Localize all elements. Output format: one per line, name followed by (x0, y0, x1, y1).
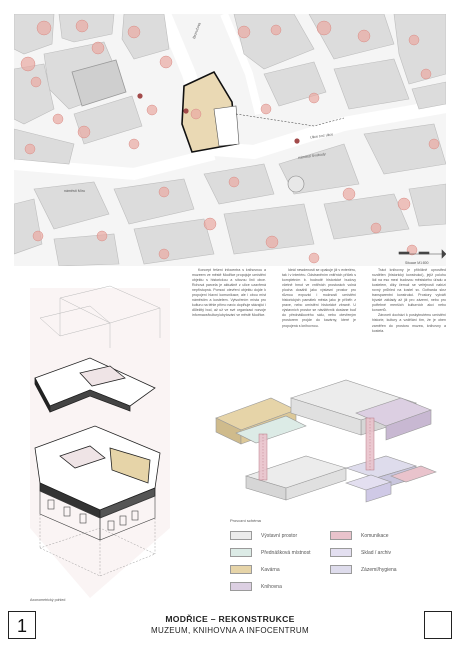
street-label-1: Bezručova (192, 22, 202, 40)
site-map (14, 14, 446, 266)
map-scale-label: Situace M1:800 (405, 261, 429, 265)
sheet-number: 1 (8, 611, 36, 639)
paragraph: Koncept řešení infocentra s knihovnou a muzeem ve městě Modřice propojuje umístění objektu s historickou a sítovou linií obce. Rohová parcela je aktuálně z ulice uzavřená nepřístupná. Pomocí otevření objektu dojde k propojení hlavní komunikace, ale i obou míst náměstím a kostelem. Vytvořením místa pro kulturu na téhle přímo navíc doplňuje stávající i důležitý bod, až už ve své organizaci rozvoje informace/kultury/ubytování ve městě Modřice. (192, 268, 266, 318)
legend-label: Knihovna (261, 584, 282, 590)
legend-swatch (230, 548, 252, 557)
legend-label: Zázemí/hygiena (361, 567, 397, 573)
paragraph: Zároveň dochází k poskytnutému umístění historie, kultury a vzdělání tím, že je oben zaměřen do prostoru muzea, knihovny a kostela. (372, 313, 446, 333)
axonometric-view (20, 278, 180, 606)
legend-label: Přednášková místnost (261, 550, 311, 556)
legend-label: Kavárna (261, 567, 280, 573)
text-column-3 (372, 268, 446, 334)
paragraph: Tráct knihovny je příbližně uprostřed rozdělen (historický konstrukcí), jejíž polohu lidí na eso mezi budovou městského úřadu a kostelem, díky čemuž se veřejnosti nabízí rovný průhled na kostel sv. Gotharda skrz transparentní konstrukci. Prostory vytváří bývalé základy až již pro zázemí, nebo pro potřebné menších kulturních akcí nebo koncertů. (372, 268, 446, 313)
site-map-drawing (14, 14, 446, 266)
legend-swatch (330, 565, 352, 574)
street-label-2: Ulice tvrz ulice (309, 132, 334, 140)
paragraph: Ideál newdenosti se opakuje již v exteriéru, tak i v interiéru. Odstraněním vnitřních příček s kompletním b. hodnotě historické budovy včetně hmot ve vnitřních prostorách volná plocha dosáhli jako výstavní prostor pro různou expozici i možnosti umístění historických památek města jako je příběh z praxe, nebo umístění historické zbraně. U výstavních prostor se návštěvník dostane buď do přednáškového sálu, nebo otevřeným prostorem projde do kavárny, které je propojená s knihovnou. (282, 268, 356, 328)
legend-swatch (230, 565, 252, 574)
legend-swatch (330, 548, 352, 557)
axonometric-label: Axonometrický pohled (30, 598, 66, 602)
legend-swatch (230, 531, 252, 540)
legend-label: Komunikace (361, 533, 389, 539)
text-column-1 (192, 268, 266, 318)
scheme-title: Provozní schéma (230, 518, 261, 523)
scheme-drawing (196, 358, 446, 518)
street-label-4: náměstí Míru (64, 189, 85, 193)
legend-label: Výstavní prostor (261, 533, 298, 539)
project-title: MODŘICE – REKONSTRUKCE (165, 614, 295, 624)
legend-label: Sklad / archiv (361, 550, 392, 556)
street-label-3: náměstí Svobody (297, 152, 326, 160)
project-subtitle: MUZEUM, KNIHOVNA A INFOCENTRUM (151, 626, 309, 635)
operational-scheme (196, 358, 446, 518)
axonometric-drawing (20, 278, 180, 606)
empty-box (424, 611, 452, 639)
legend-swatch (330, 531, 352, 540)
title-block (8, 609, 452, 644)
legend-swatch (230, 582, 252, 591)
text-column-2 (282, 268, 356, 329)
